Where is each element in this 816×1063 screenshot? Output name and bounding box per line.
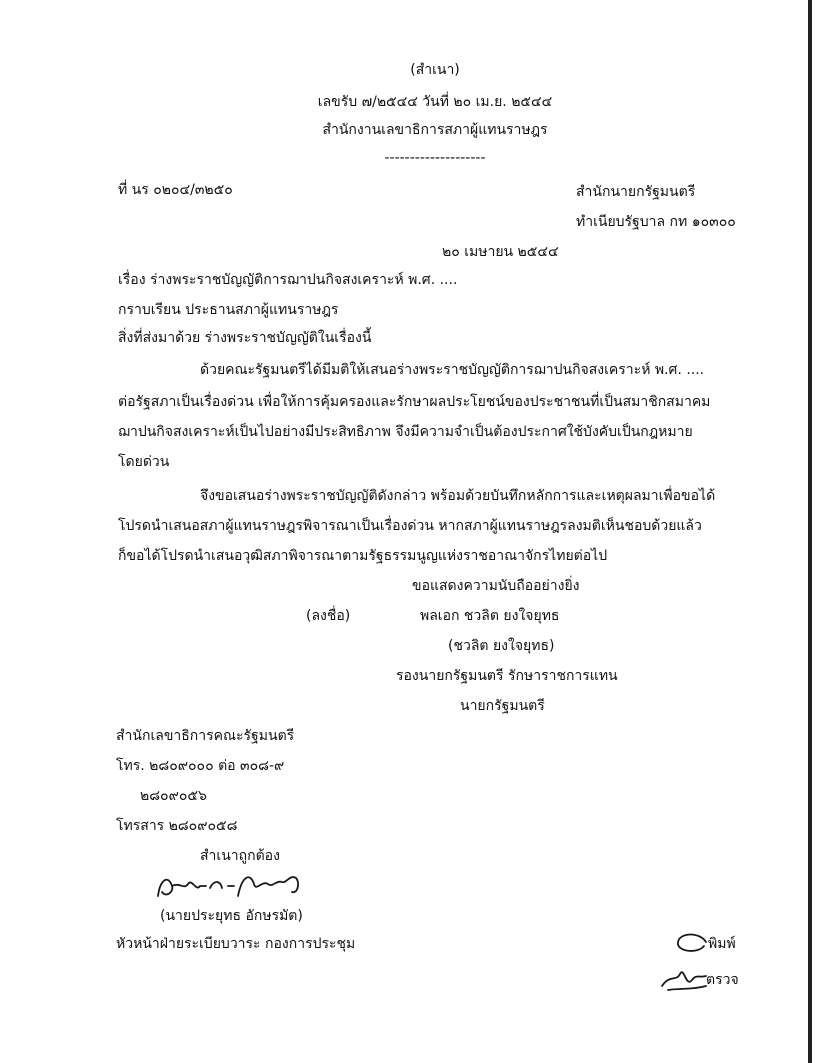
footer-phone: โทร. ๒๘๐๙๐๐๐ ต่อ ๓๐๘-๙ [116,758,285,774]
copy-mark: (สำเนา) [410,62,460,78]
footer-office: สำนักเลขาธิการคณะรัฐมนตรี [116,728,295,744]
certifier-title: หัวหน้าฝ่ายระเบียบวาระ กองการประชุม [116,936,356,952]
receiving-office: สำนักงานเลขาธิการสภาผู้แทนราษฎร [322,122,548,138]
certifier-signature-image [150,862,320,908]
receipt-line: เลขรับ ๗/๒๕๔๔ วันที่ ๒๐ เม.ย. ๒๕๔๔ [317,94,553,110]
signer-position-2: นายกรัฐมนตรี [460,698,545,714]
body-para1-line2: ต่อรัฐสภาเป็นเรื่องด่วน เพื่อให้การคุ้มครองและรักษาผลประโยชน์ของประชาชนที่เป็นสมาชิกสมาคม [118,394,711,410]
letter-date: ๒๐ เมษายน ๒๕๔๔ [442,244,559,260]
signed-name: พลเอก ชวลิต ยงใจยุทธ [420,608,560,624]
certifier-name: (นายประยุทธ อักษรมัต) [160,908,303,924]
header-separator: -------------------- [384,150,486,166]
sender-office: สำนักนายกรัฐมนตรี [576,184,696,200]
footer-fax: โทรสาร ๒๘๐๙๐๕๘ [116,818,238,834]
body-para2-line3: ก็ขอได้โปรดนำเสนอวุฒิสภาพิจารณาตามรัฐธรรมนูญแห่งราชอาณาจักรไทยต่อไป [118,548,608,564]
reference-number: ที่ นร ๐๒๐๔/๓๒๕๐ [118,182,233,198]
check-initial-mark [656,960,712,994]
body-para1-line3: ฌาปนกิจสงเคราะห์เป็นไปอย่างมีประสิทธิภาพ จึงมีความจำเป็นต้องประกาศใช้บังคับเป็นกฎหมาย [118,424,693,440]
body-para2-line2: โปรดนำเสนอสภาผู้แทนราษฎรพิจารณาเป็นเรื่องด่วน หากสภาผู้แทนราษฎรลงมติเห็นชอบด้วยแล้ว [118,518,702,534]
body-para2-line1: จึงขอเสนอร่างพระราชบัญญัติดังกล่าว พร้อมด้วยบันทึกหลักการและเหตุผลมาเพื่อขอได้ [200,488,716,504]
print-label: พิมพ์ [708,936,736,952]
subject-line: เรื่อง ร่างพระราชบัญญัติการฌาปนกิจสงเคราะห์ พ.ศ. .... [118,272,458,288]
signed-label: (ลงชื่อ) [306,608,351,624]
print-initial-mark [674,930,710,956]
printed-name: (ชวลิต ยงใจยุทธ) [448,638,555,654]
closing-salutation: ขอแสดงความนับถืออย่างยิ่ง [412,578,580,594]
page-edge-border [808,0,812,1063]
body-para1-line4: โดยด่วน [118,454,170,470]
signer-position-1: รองนายกรัฐมนตรี รักษาราชการแทน [396,668,618,684]
enclosure-line: สิ่งที่ส่งมาด้วย ร่างพระราชบัญญัติในเรื่องนี้ [118,330,372,346]
certified-label: สำเนาถูกต้อง [200,848,280,864]
footer-phone-2: ๒๘๐๙๐๕๖ [140,788,207,804]
addressee-line: กราบเรียน ประธานสภาผู้แทนราษฎร [118,302,339,318]
sender-address: ทำเนียบรัฐบาล กท ๑๐๓๐๐ [576,214,736,230]
check-label: ตรวจ [706,972,739,988]
body-para1-line1: ด้วยคณะรัฐมนตรีได้มีมติให้เสนอร่างพระราชบัญญัติการฌาปนกิจสงเคราะห์ พ.ศ. .... [200,362,705,378]
